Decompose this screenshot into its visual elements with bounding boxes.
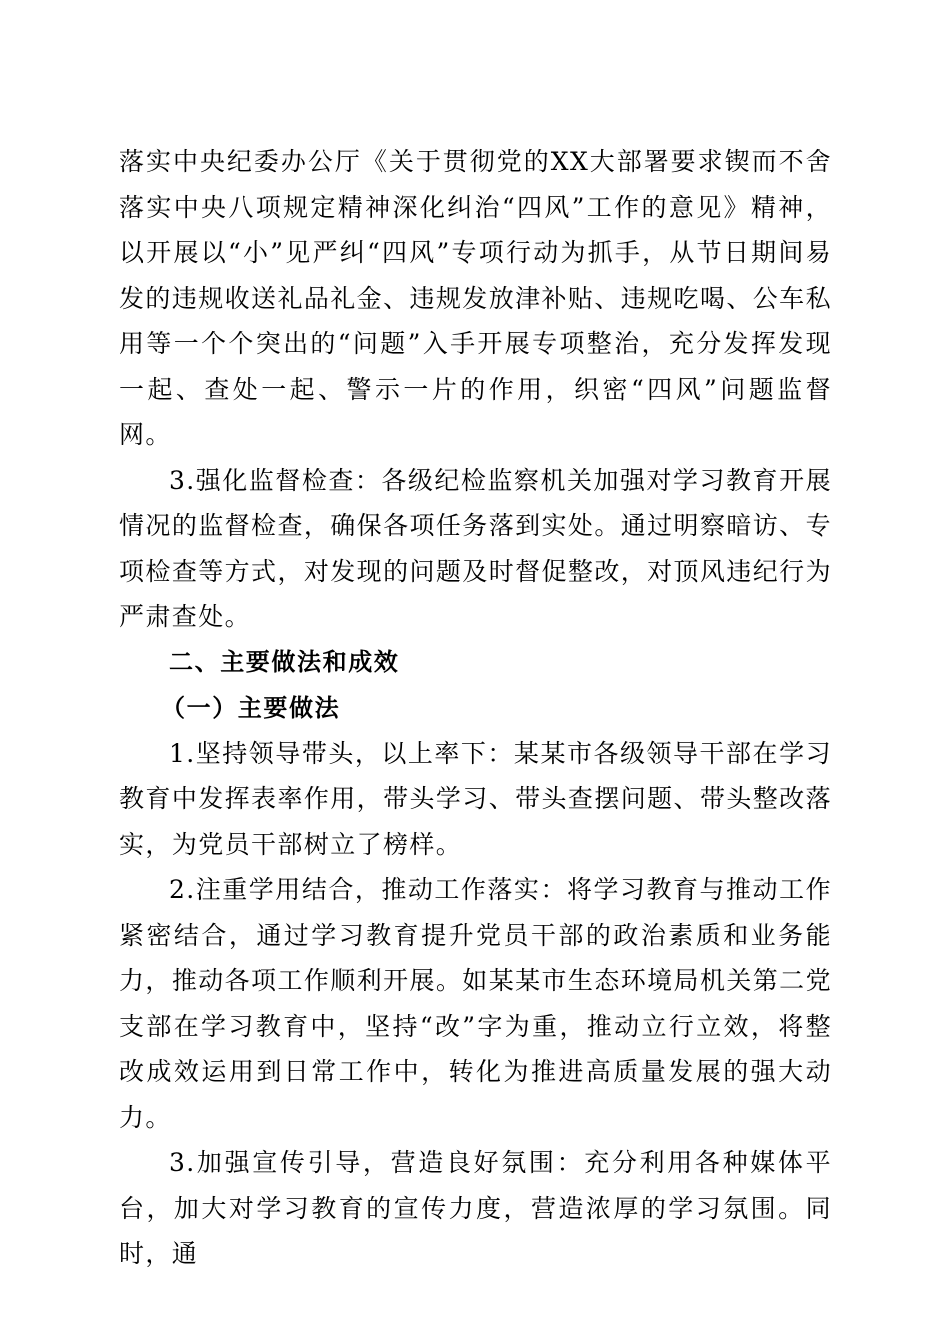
paragraph-strengthen-supervision: 3.强化监督检查：各级纪检监察机关加强对学习教育开展情况的监督检查，确保各项任务落到实处。通过明察暗访、专项检查等方式，对发现的问题及时督促整改，对顶风违纪行为严肃查处。 [119, 465, 832, 631]
paragraph-continued: 落实中央纪委办公厅《关于贯彻党的XX大部署要求锲而不舍落实中央八项规定精神深化纠治“四风”工作的意见》精神，以开展以“小”见严纠“四风”专项行动为抓手，从节日期间易发的违规收送礼品礼金、违规发放津补贴、违规吃喝、公车私用等一个个突出的“问题”入手开展专项整治，充分发挥发现一起、查处一起、警示一片的作用，织密“四风”问题监督网。 [119, 147, 832, 449]
subsection-heading: （一）主要做法 [161, 693, 341, 722]
paragraph-item-2: 2.注重学用结合，推动工作落实：将学习教育与推动工作紧密结合，通过学习教育提升党员干部的政治素质和业务能力，推动各项工作顺利开展。如某某市生态环境局机关第二党支部在学习教育中，坚持“改”字为重，推动立行立效，将整改成效运用到日常工作中，转化为推进高质量发展的强大动力。 [119, 875, 832, 1132]
paragraph-item-3: 3.加强宣传引导，营造良好氛围：充分利用各种媒体平台，加大对学习教育的宣传力度，营造浓厚的学习氛围。同时，通 [119, 1148, 832, 1268]
paragraph-item-1: 1.坚持领导带头，以上率下：某某市各级领导干部在学习教育中发挥表率作用，带头学习、带头查摆问题、带头整改落实，为党员干部树立了榜样。 [119, 738, 832, 859]
document-body [119, 139, 832, 1277]
section-heading: 二、主要做法和成效 [169, 647, 400, 676]
